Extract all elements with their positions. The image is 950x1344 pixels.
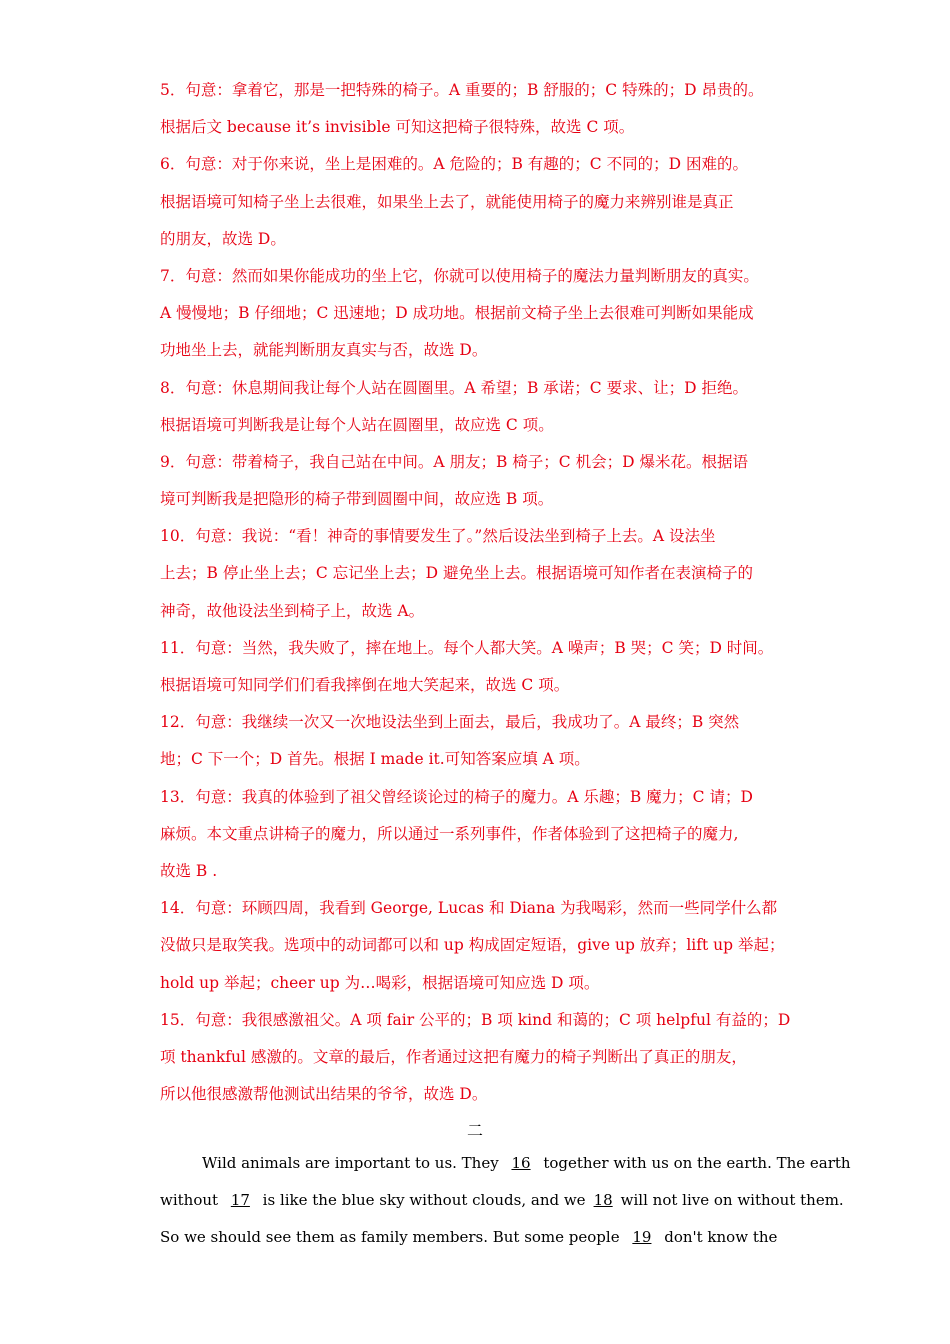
- answer-line: 7．句意：然而如果你能成功的坐上它，你就可以使用椅子的魔法力量判断朋友的真实。: [160, 266, 759, 285]
- answer-line: 12．句意：我继续一次又一次地设法坐到上面去，最后，我成功了。A 最终；B 突然: [160, 713, 740, 732]
- passage-text: Wild animals are important to us. They: [202, 1154, 504, 1172]
- passage-text: without: [160, 1191, 223, 1210]
- answer-line: 6．句意：对于你来说，坐上是困难的。A 危险的；B 有趣的；C 不同的；D 困难的。: [160, 155, 748, 174]
- answer-line: A 慢慢地；B 仔细地；C 迅速地；D 成功地。根据前文椅子坐上去很难可判断如果能成: [160, 304, 754, 323]
- answer-line: 根据语境可知同学们们看我摔倒在地大笑起来，故选 C 项。: [160, 676, 570, 694]
- answer-line: 没做只是取笑我。选项中的动词都可以和 up 构成固定短语，give up 放弃；lift up 举起；: [160, 936, 785, 955]
- answer-line: 的朋友，故选 D。: [160, 229, 286, 248]
- answer-line: 根据后文 because it’s invisible 可知这把椅子很特殊，故选 C 项。: [160, 118, 635, 137]
- section-heading: 二: [466, 1121, 483, 1140]
- answer-explanations: [160, 72, 796, 1113]
- answer-line: 14．句意：环顾四周，我看到 George, Lucas 和 Diana 为我喝彩，然而一些同学什么都: [160, 899, 778, 918]
- answer-line: 9．句意：带着椅子，我自己站在中间。A 朋友；B 椅子；C 机会；D 爆米花。根据语: [160, 452, 748, 471]
- passage-line: [160, 1219, 800, 1256]
- answer-line: 11．句意：当然，我失败了，摔在地上。每个人都大笑。A 噪声；B 哭；C 笑；D 时间。: [160, 638, 774, 657]
- cloze-passage: [160, 1145, 851, 1257]
- answer-line: 上去；B 停止坐上去；C 忘记坐上去；D 避免坐上去。根据语境可知作者在表演椅子的: [160, 564, 753, 583]
- answer-line: 10．句意：我说：“看！神奇的事情要发生了。”然后设法坐到椅子上去。A 设法坐: [160, 527, 716, 546]
- answer-line: 所以他很感激帮他测试出结果的爷爷，故选 D。: [160, 1085, 488, 1104]
- answer-line: 根据语境可知椅子坐上去很难，如果坐上去了，就能使用椅子的魔力来辨别谁是真正: [160, 192, 734, 211]
- blank-18: 18: [593, 1191, 613, 1210]
- blank-17: 17: [230, 1191, 250, 1210]
- answer-line: 项 thankful 感激的。文章的最后，作者通过这把有魔力的椅子判断出了真正的朋友，: [160, 1047, 747, 1066]
- answer-line: 13．句意：我真的体验到了祖父曾经谈论过的椅子的魔力。A 乐趣；B 魔力；C 请；D: [160, 787, 753, 806]
- blank-19: 19: [632, 1228, 652, 1247]
- passage-line: [160, 1145, 851, 1182]
- blank-16: 16: [511, 1154, 531, 1172]
- passage-text: So we should see them as family members. But some people: [160, 1228, 625, 1247]
- passage-text: is like the blue sky without clouds, and we: [257, 1191, 586, 1210]
- answer-line: 15．句意：我很感激祖父。A 项 fair 公平的；B 项 kind 和蔼的；C 项 helpful 有益的；D: [160, 1010, 791, 1029]
- answer-line: 故选 B .: [160, 861, 218, 880]
- answer-line: 麻烦。本文重点讲椅子的魔力，所以通过一系列事件，作者体验到了这把椅子的魔力,: [160, 824, 739, 843]
- passage-line: [160, 1182, 844, 1219]
- answer-line: hold up 举起；cheer up 为…喝彩，根据语境可知应选 D 项。: [160, 973, 600, 992]
- answer-line: 5．句意：拿着它，那是一把特殊的椅子。A 重要的；B 舒服的；C 特殊的；D 昂贵的。: [160, 81, 764, 99]
- answer-line: 根据语境可判断我是让每个人站在圆圈里，故应选 C 项。: [160, 415, 554, 434]
- passage-text: together with us on the earth. The earth: [538, 1154, 851, 1172]
- answer-line: 地；C 下一个；D 首先。根据 I made it.可知答案应填 A 项。: [160, 750, 590, 769]
- answer-line: 功地坐上去，就能判断朋友真实与否，故选 D。: [160, 341, 488, 360]
- passage-text: don't know the: [659, 1228, 778, 1247]
- answer-line: 神奇，故他设法坐到椅子上，故选 A。: [160, 601, 425, 620]
- answer-line: 8．句意：休息期间我让每个人站在圆圈里。A 希望；B 承诺；C 要求、让；D 拒绝。: [160, 378, 748, 397]
- passage-text: will not live on without them.: [620, 1191, 844, 1210]
- answer-line: 境可判断我是把隐形的椅子带到圆圈中间，故应选 B 项。: [160, 490, 554, 509]
